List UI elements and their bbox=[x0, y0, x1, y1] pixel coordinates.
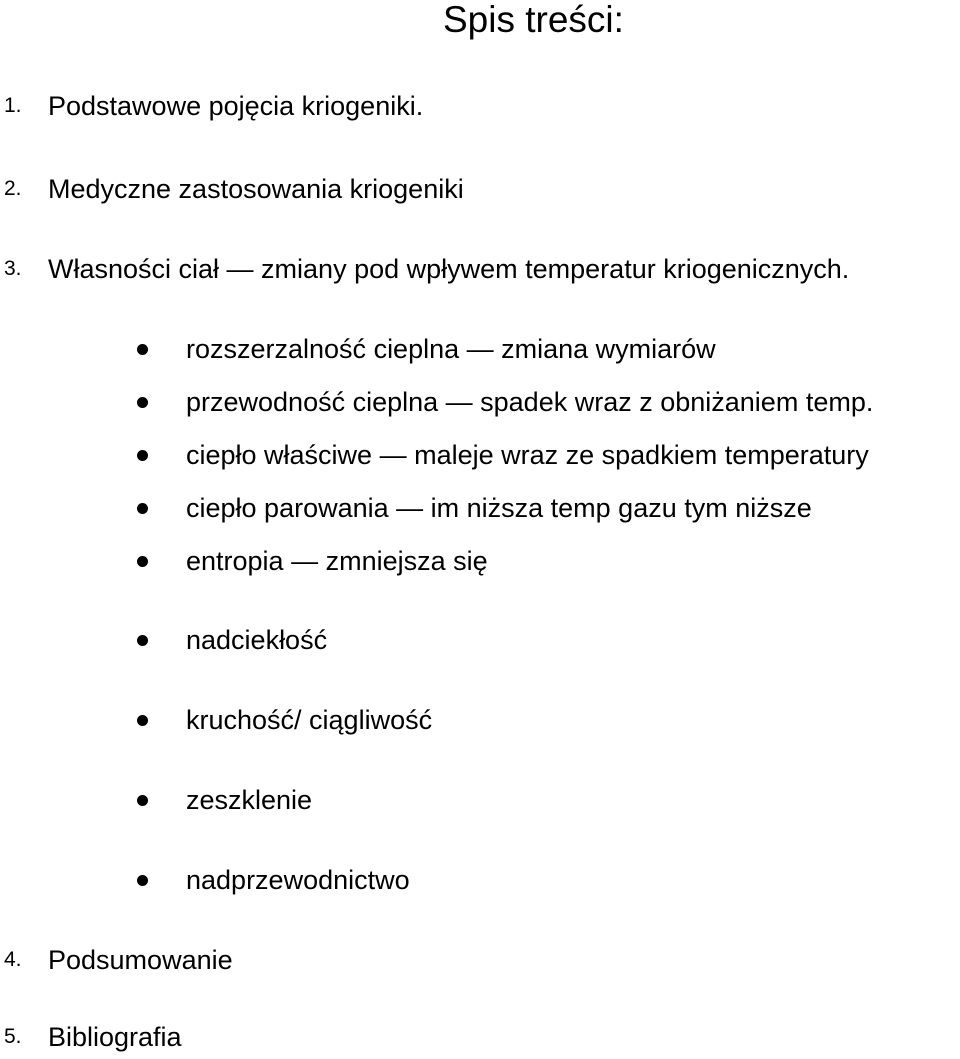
toc-text: Bibliografia bbox=[48, 1022, 182, 1052]
bullet-icon bbox=[137, 556, 148, 567]
toc-number: 4. bbox=[4, 948, 22, 971]
bullet-icon bbox=[137, 450, 148, 461]
bullet-icon bbox=[137, 503, 148, 514]
subitem-text: kruchość/ ciągliwość bbox=[186, 705, 433, 735]
toc-number: 3. bbox=[4, 257, 22, 280]
subitem-text: zeszklenie bbox=[186, 785, 313, 815]
toc-text: Podstawowe pojęcia kriogeniki. bbox=[48, 91, 424, 121]
bullet-icon bbox=[137, 344, 148, 355]
subitem-text: nadprzewodnictwo bbox=[186, 865, 410, 895]
subitem-text: nadciekłość bbox=[186, 625, 328, 655]
toc-number: 5. bbox=[4, 1025, 22, 1048]
subitem-text: entropia — zmniejsza się bbox=[186, 546, 488, 576]
toc-text: Własności ciał — zmiany pod wpływem temperatur kriogenicznych. bbox=[48, 254, 850, 284]
subitem-text: ciepło właściwe — maleje wraz ze spadkiem temperatury bbox=[186, 440, 869, 470]
subitem-text: rozszerzalność cieplna — zmiana wymiarów bbox=[186, 334, 716, 364]
bullet-icon bbox=[137, 715, 148, 726]
page-title: Spis treści: bbox=[443, 0, 624, 40]
subitem-text: ciepło parowania — im niższa temp gazu tym niższe bbox=[186, 493, 812, 523]
subitem-text: przewodność cieplna — spadek wraz z obniżaniem temp. bbox=[186, 387, 874, 417]
toc-text: Podsumowanie bbox=[48, 945, 233, 975]
toc-number: 2. bbox=[4, 177, 22, 200]
toc-text: Medyczne zastosowania kriogeniki bbox=[48, 174, 464, 204]
bullet-icon bbox=[137, 397, 148, 408]
bullet-icon bbox=[137, 875, 148, 886]
bullet-icon bbox=[137, 635, 148, 646]
bullet-icon bbox=[137, 795, 148, 806]
toc-number: 1. bbox=[4, 94, 22, 117]
